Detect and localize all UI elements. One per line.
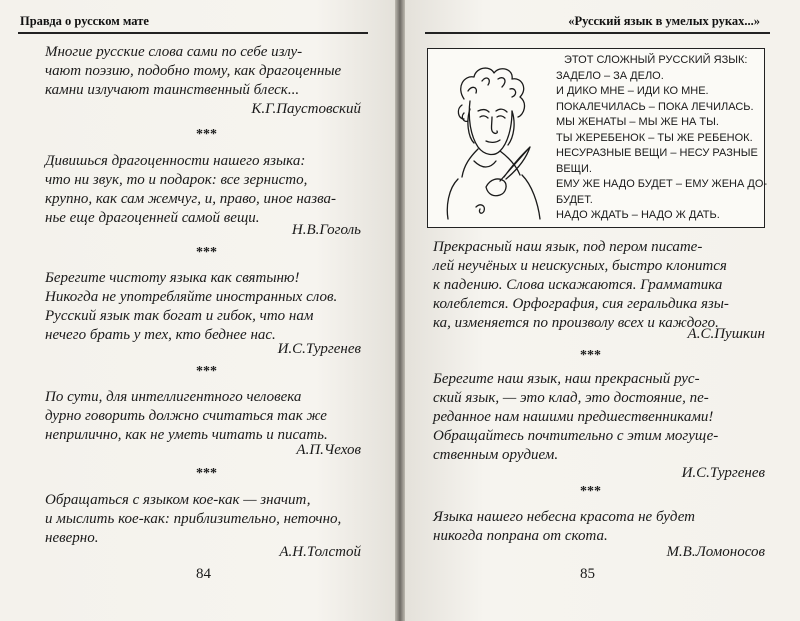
left-quote-3 [45, 269, 363, 345]
quote-line: камни излучают таинственный блеск... [45, 82, 300, 98]
right-running-head: «Русский язык в умелых руках...» [568, 14, 760, 28]
right-quote-2-author: И.С.Тургенев [681, 465, 765, 481]
quote-line: к падению. Слова искажаются. Грамматика [433, 277, 723, 293]
quote-line: Дивишься драгоценности нашего языка: [45, 153, 306, 169]
right-page-number: 85 [580, 566, 595, 582]
left-quote-1 [45, 43, 363, 100]
left-quote-1-author: К.Г.Паустовский [251, 101, 361, 117]
wordplay-title: ЭТОТ СЛОЖНЫЙ РУССКИЙ ЯЗЫК: [564, 54, 748, 66]
quote-line: Прекрасный наш язык, под пером писате- [433, 239, 703, 255]
wordplay-line: ТЫ ЖЕРЕБЕНОК – ТЫ ЖЕ РЕБЕНОК. [556, 131, 753, 144]
right-page [405, 0, 800, 621]
quote-line: нье еще драгоценней самой вещи. [45, 210, 260, 226]
quote-line: ский язык, — это клад, это достояние, пе- [433, 390, 709, 406]
left-quote-4 [45, 388, 363, 445]
quote-line: дурно говорить должно считаться так же [45, 408, 327, 424]
quote-line: По сути, для интеллигентного человека [45, 389, 302, 405]
right-quote-1 [433, 238, 773, 333]
right-quote-2 [433, 370, 773, 465]
quote-line: чают поэзию, подобно тому, как драгоценные [45, 63, 342, 79]
quote-line: ка, изменяется по произволу всех и каждого. [433, 315, 719, 331]
wordplay-line: ЗАДЕЛО – ЗА ДЕЛО. [556, 69, 664, 82]
left-quote-4-author: А.П.Чехов [296, 442, 361, 458]
wordplay-line: БУДЕТ. [556, 193, 593, 206]
wordplay-list [556, 53, 768, 224]
quote-line: Обращайтесь почтительно с этим могуще- [433, 428, 719, 444]
quote-line: неприлично, как не уметь читать и писать. [45, 427, 328, 443]
wordplay-line: НЕСУРАЗНЫЕ ВЕЩИ – НЕСУ РАЗНЫЕ [556, 147, 758, 159]
quote-line: лей неучёных и неискусных, быстро клонится [433, 258, 727, 274]
quote-line: нечего брать у тех, кто беднее нас. [45, 327, 276, 343]
right-quote-3-author: М.В.Ломоносов [666, 544, 765, 560]
quote-line: крупно, как сам жемчуг, и, право, иное назва- [45, 191, 337, 207]
right-quote-1-author: А.С.Пушкин [687, 326, 765, 342]
separator: *** [196, 466, 217, 481]
wordplay-line: ВЕЩИ. [556, 162, 592, 175]
quote-line: Никогда не употребляйте иностранных слов. [45, 289, 338, 305]
right-header-rule [425, 32, 770, 34]
separator: *** [580, 348, 601, 363]
right-quote-3 [433, 508, 773, 546]
quote-line: неверно. [45, 530, 99, 546]
quote-line: никогда попрана от скота. [433, 528, 608, 544]
quote-line: Русский язык так богат и гибок, что нам [45, 308, 314, 324]
wordplay-line: ПОКАЛЕЧИЛАСЬ – ПОКА ЛЕЧИЛАСЬ. [556, 100, 754, 113]
left-page-number: 84 [196, 566, 211, 582]
left-quote-5-author: А.Н.Толстой [279, 544, 361, 560]
separator: *** [196, 127, 217, 142]
wordplay-line: ЕМУ ЖЕ НАДО БУДЕТ – ЕМУ ЖЕНА ДО- [556, 178, 768, 190]
quote-line: что ни звук, то и подарок: все зернисто, [45, 172, 308, 188]
left-quote-3-author: И.С.Тургенев [277, 341, 361, 357]
left-quote-2 [45, 152, 363, 228]
separator: *** [196, 245, 217, 260]
separator: *** [196, 364, 217, 379]
separator: *** [580, 484, 601, 499]
book-gutter [395, 0, 405, 621]
wordplay-line: МЫ ЖЕНАТЫ – МЫ ЖЕ НА ТЫ. [556, 116, 719, 128]
quote-line: Берегите наш язык, наш прекрасный рус- [433, 371, 700, 387]
wordplay-box [427, 48, 768, 228]
wordplay-line: И ДИКО МНЕ – ИДИ КО МНЕ. [556, 85, 709, 97]
wordplay-line: НАДО ЖДАТЬ – НАДО Ж ДАТЬ. [556, 209, 720, 221]
pushkin-portrait [434, 57, 554, 221]
left-page [0, 0, 395, 621]
quote-line: Обращаться с языком кое-как — значит, [45, 492, 311, 508]
quote-line: реданное нам нашими предшественниками! [433, 409, 714, 425]
quote-line: Берегите чистоту языка как святыню! [45, 270, 300, 286]
quote-line: и мыслить кое-как: приблизительно, неточно, [45, 511, 342, 527]
quote-line: Многие русские слова сами по себе излу- [45, 44, 303, 60]
left-header-rule [18, 32, 368, 34]
left-quote-2-author: Н.В.Гоголь [291, 222, 361, 238]
left-quote-5 [45, 491, 363, 548]
left-running-head: Правда о русском мате [20, 14, 149, 28]
quote-line: колеблется. Орфография, сия геральдика язы- [433, 296, 729, 312]
quote-line: ственным орудием. [433, 447, 559, 463]
quote-line: Языка нашего небесна красота не будет [433, 509, 695, 525]
